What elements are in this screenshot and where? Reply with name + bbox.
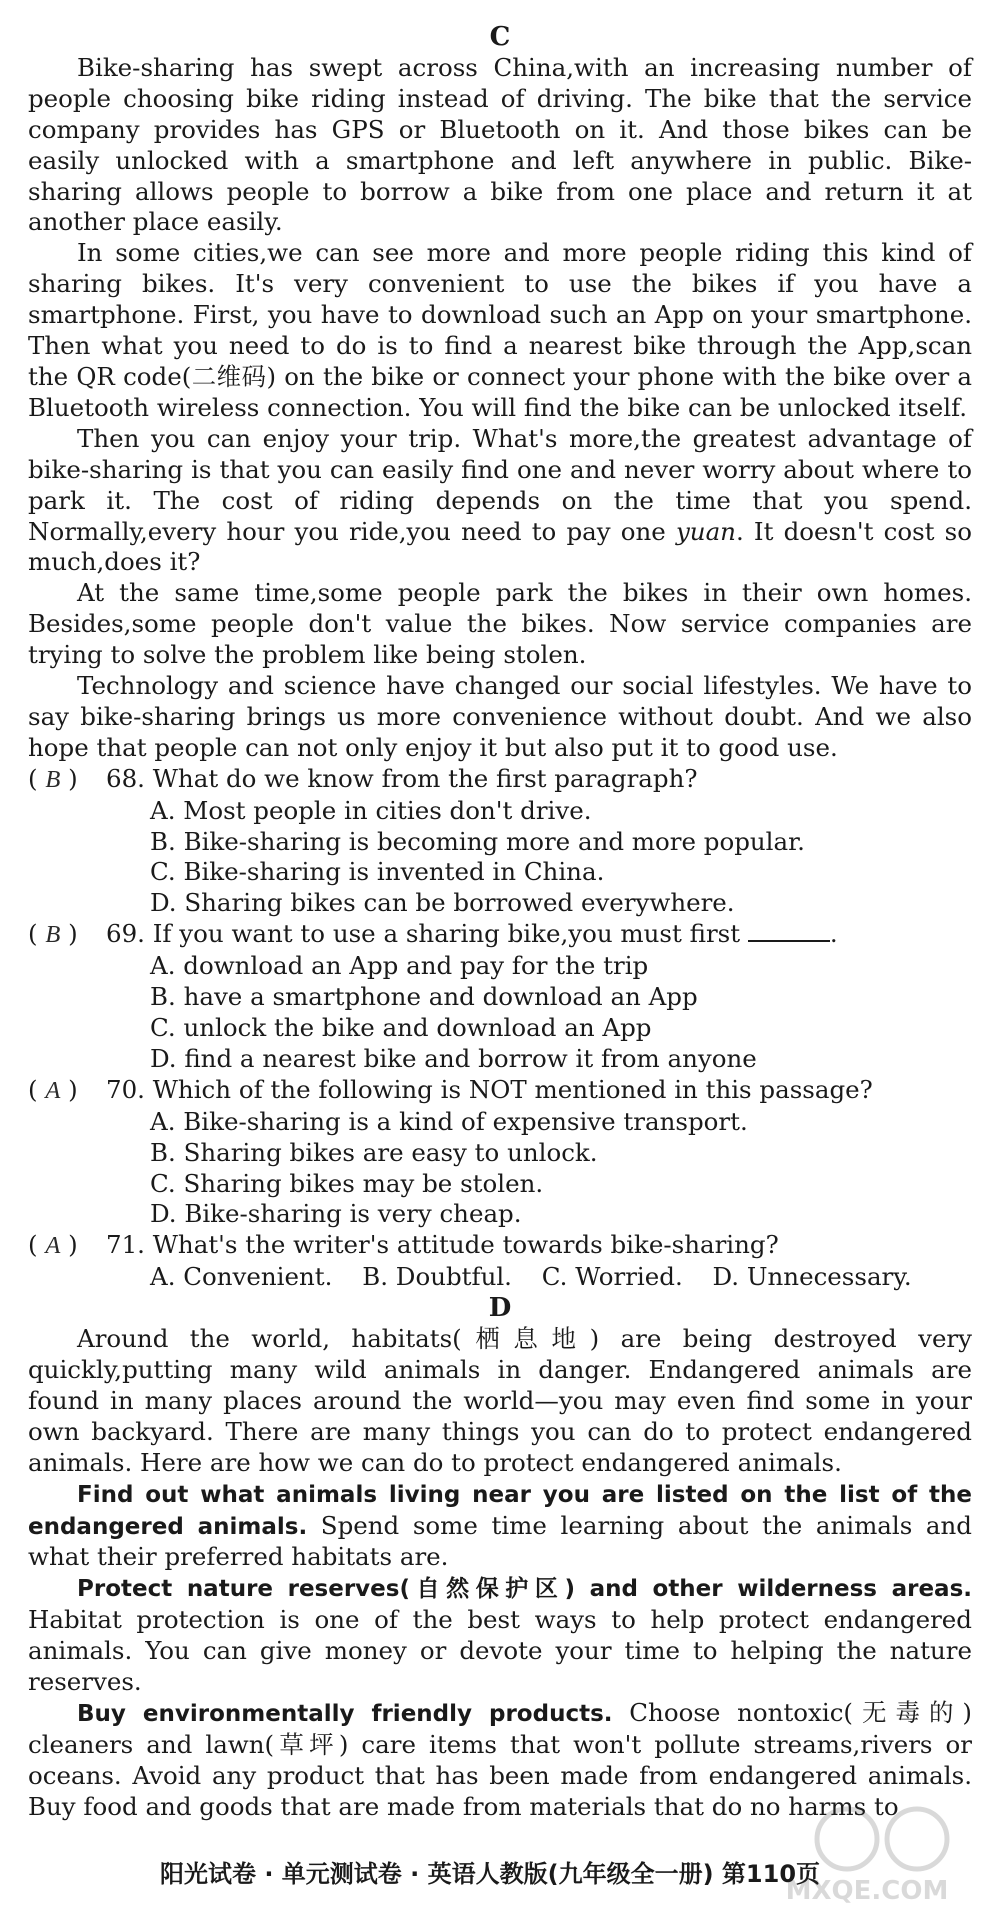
tip-1-lead: Find out what animals living near you are listed on the list of the endangered animals. [28,1481,972,1540]
document-page [28,22,972,1892]
option-d: D. Unnecessary. [712,1262,912,1292]
paragraph-3-text-a: Then you can enjoy your trip. What's more,the greatest advantage of bike-sharing is that you can easily find one and never worry about where to park it. The cost of riding depends on the time that you spend. Normally,every hour you ride,you need to pay one [28,423,972,546]
option-d: D. Sharing bikes can be borrowed everywhere. [150,888,735,918]
options-inline [28,1262,972,1293]
answer-letter: A [45,1076,61,1104]
page-footer: 阳光试卷 · 单元测试卷 · 英语人教版(九年级全一册) 第110页 [159,1860,821,1888]
tip-1 [28,1479,972,1574]
section-d-heading: D [488,1293,512,1324]
answer-letter: B [45,765,61,793]
option-b: B. Sharing bikes are easy to unlock. [150,1137,598,1167]
section-c-paragraph-4: At the same time,some people park the bikes in their own homes. Besides,some people don't value the bikes. Now service companies are trying to solve the problem like being stolen. [28,578,972,670]
question-stem: 68. What do we know from the first paragraph? [106,763,698,793]
question-71 [28,1230,972,1262]
paragraph-3-italic-word: yuan [675,516,736,546]
option-b: B. have a smartphone and download an App [150,982,698,1012]
section-c-paragraph-5: Technology and science have changed our social lifestyles. We have to say bike-sharing brings us more convenience without doubt. And we also hope that people can not only enjoy it but also put it to good use. [28,671,972,762]
section-c-paragraph-2: In some cities,we can see more and more people riding this kind of sharing bikes. It's very convenient to use the bikes if you have a smartphone. First, you have to download such an App on your smartphone. Then what you need to do is to find a nearest bike through the App,scan the QR code(二维码) on the bike or connect your phone with the bike over a Bluetooth wireless connection. You will find the bike can be unlocked itself. [28,238,972,422]
option-c: C. Worried. [541,1262,683,1292]
tip-3-lead: Buy environmentally friendly products. [77,1700,613,1727]
tip-2-body: Habitat protection is one of the best ways to help protect endangered animals. You can give money or devote your time to helping the nature reserves. [28,1605,972,1697]
option-c: C. Bike-sharing is invented in China. [150,857,605,887]
answer-letter: A [45,1232,61,1260]
watermark-logo [752,1797,982,1907]
answer-bracket: ( A ) [28,1230,78,1260]
answer-bracket: ( B ) [28,763,78,793]
tip-3-body: Choose nontoxic(无毒的) cleaners and lawn(草坪) care items that won't pollute streams,rivers or oceans. Avoid any product that has been made from endangered animals. Buy food and goods that are made from materials that do no harms to [28,1697,972,1821]
option-c: C. unlock the bike and download an App [150,1013,652,1042]
watermark-text: MXQE.COM [785,1876,949,1906]
option-a: A. Bike-sharing is a kind of expensive transport. [150,1106,748,1136]
fill-in-blank [748,920,830,942]
question-69: ( B ) 69. If you want to use a sharing bike,you must first . [28,919,972,951]
option-b: B. Doubtful. [362,1262,512,1292]
section-c-heading: C [489,22,511,52]
question-68 [28,764,972,796]
paragraph-3-text-b: . It doesn't cost so much,does it? [28,516,972,577]
section-c-paragraph-3 [28,424,972,579]
option-d: D. find a nearest bike and borrow it from anyone [150,1043,757,1073]
tip-2 [28,1573,972,1698]
option-d: D. Bike-sharing is very cheap. [150,1199,522,1229]
option-b: B. Bike-sharing is becoming more and more popular. [150,826,805,856]
answer-letter: B [45,921,61,949]
question-stem: 71. What's the writer's attitude towards bike-sharing? [106,1230,779,1260]
answer-bracket: ( A ) [28,1074,78,1104]
tip-1-body: Spend some time learning about the animals and what their preferred habitats are. [28,1510,972,1572]
option-a: A. download an App and pay for the trip [150,951,649,981]
answer-bracket: ( B ) [28,919,78,949]
question-70 [28,1075,972,1107]
option-c: C. Sharing bikes may be stolen. [150,1168,544,1198]
section-d-intro: Around the world, habitats(栖息地) are being destroyed very quickly,putting many wild animals in danger. Endangered animals are found in many places around the world—you may even find some in your own backyard. There are many things you can do to protect endangered animals. Here are how we can do to protect endangered animals. [28,1324,972,1477]
question-stem: 70. Which of the following is NOT mentioned in this passage? [106,1074,873,1104]
question-stem: 69. If you want to use a sharing bike,you must first [106,919,741,949]
option-a: A. Convenient. [150,1262,333,1292]
section-c-paragraph-1: Bike-sharing has swept across China,with an increasing number of people choosing bike riding instead of driving. The bike that the service company provides has GPS or Bluetooth on it. And those bikes can be easily unlocked with a smartphone and left anywhere in public. Bike-sharing allows people to borrow a bike from one place and return it at another place easily. [28,52,972,237]
option-a: A. Most people in cities don't drive. [150,795,592,825]
tip-2-lead: Protect nature reserves(自然保护区) and other wilderness areas. [77,1576,972,1603]
